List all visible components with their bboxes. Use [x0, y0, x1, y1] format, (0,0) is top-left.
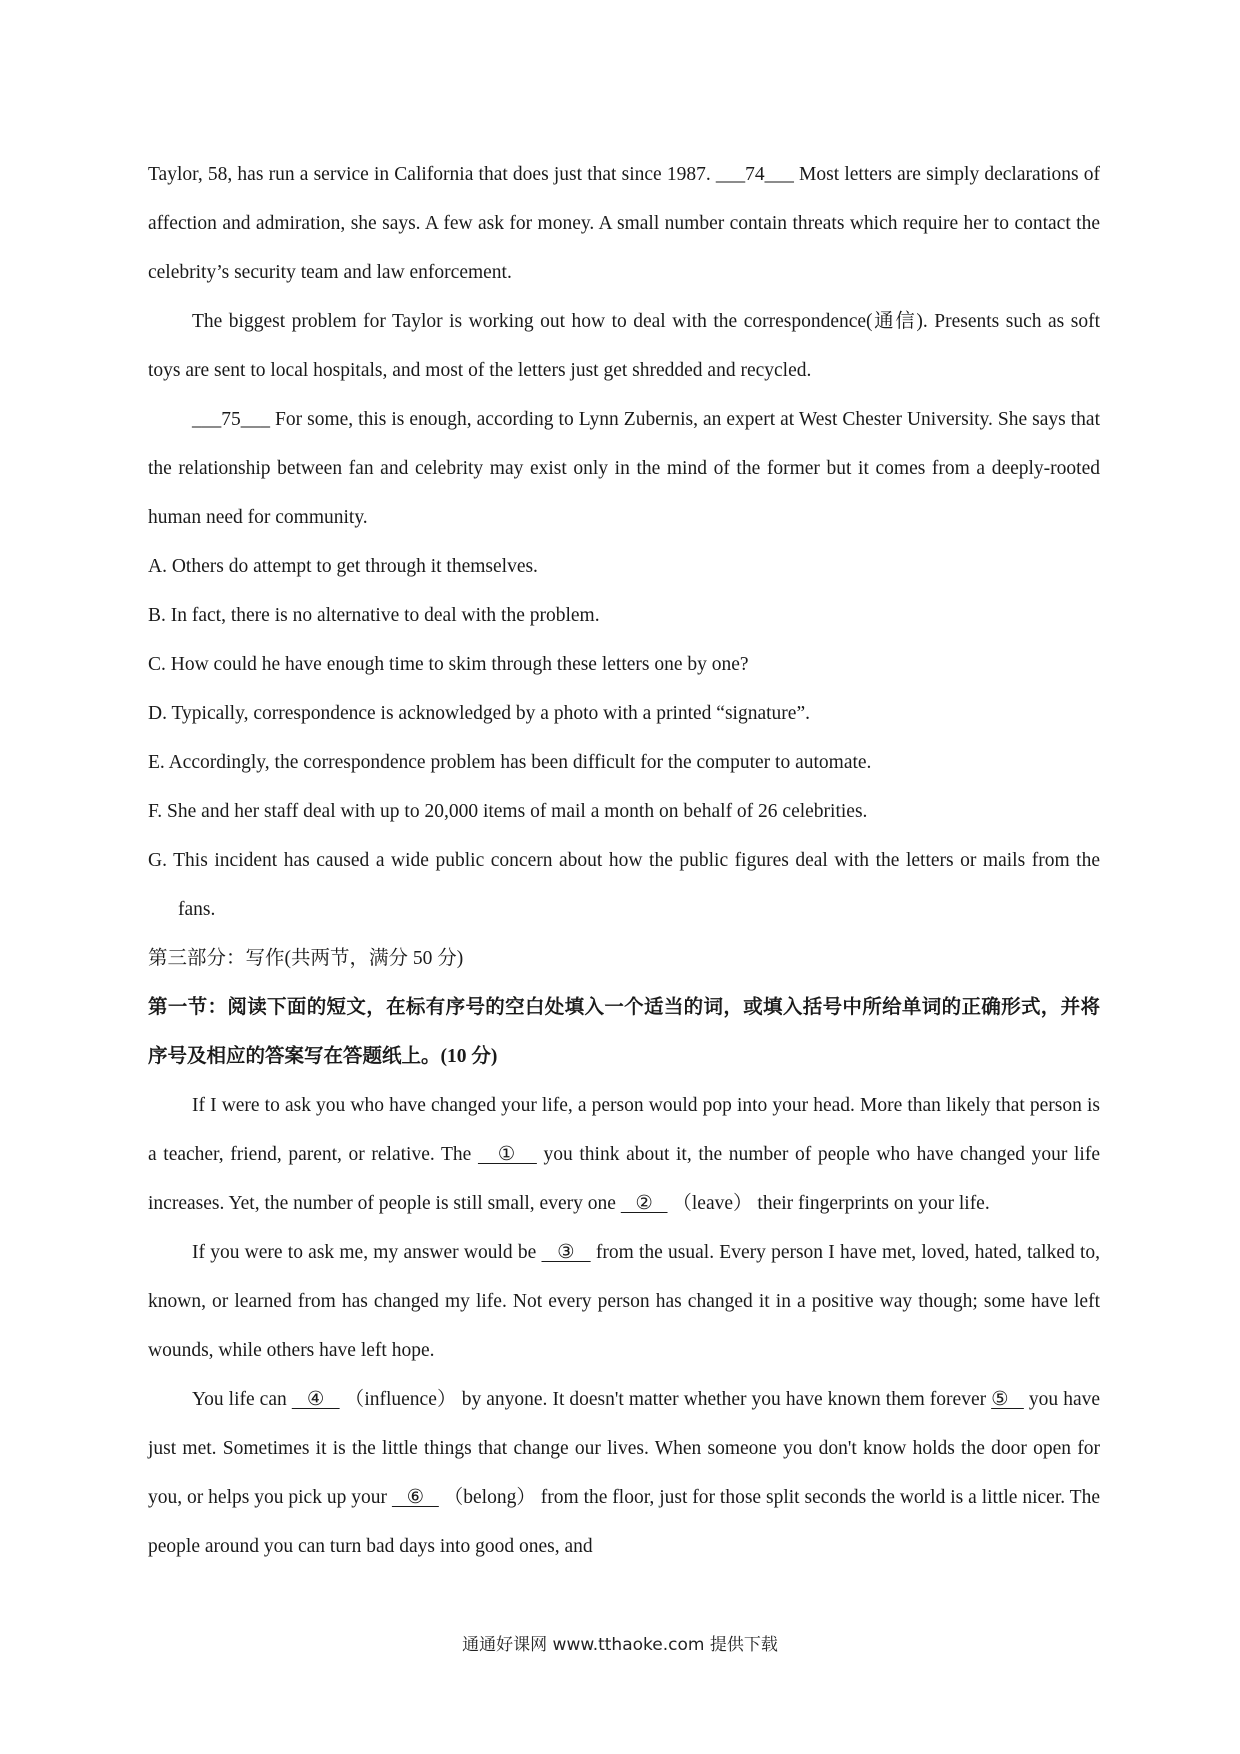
text-span: you have just met. Sometimes it is the little things that change our lives. When someone you don't know holds the door open for you, or helps you pick up your	[148, 1389, 1101, 1508]
text-span: （leave） their fingerprints on your life.	[667, 1193, 990, 1214]
blank-4[interactable]: ④	[291, 1389, 340, 1410]
part3-heading: 第三部分：写作(共两节，满分 50 分)	[148, 948, 464, 969]
option-c: C. How could he have enough time to skim through these letters one by one?	[148, 654, 749, 675]
text-span: If you were to ask me, my answer would be	[192, 1242, 542, 1263]
blank-6[interactable]: ⑥	[391, 1487, 439, 1508]
text-span: （belong） from the floor, just for those split seconds the world is a little nicer. The people around you can turn bad days into good ones, and	[148, 1487, 1100, 1557]
blank-5[interactable]: ⑤	[991, 1389, 1024, 1410]
blank-3[interactable]: ③	[541, 1242, 591, 1263]
option-f: F. She and her staff deal with up to 20,000 items of mail a month on behalf of 26 celebrities.	[148, 801, 868, 822]
text-span: from the usual. Every person I have met, loved, hated, talked to, known, or learned from has changed my life. Not every person has changed it in a positive way though; some have left wounds, while others have left hope.	[148, 1242, 1100, 1361]
cloze-paragraph-1	[148, 1081, 1100, 1228]
option-e: E. Accordingly, the correspondence problem has been difficult for the computer to automate.	[148, 752, 872, 773]
text-span: If I were to ask you who have changed your life, a person would pop into your head. More than likely that person is a teacher, friend, parent, or relative. The	[148, 1095, 1100, 1165]
text-span: Taylor, 58, has run a service in California that does just that since 1987.	[148, 164, 716, 185]
passage-paragraph-1	[148, 150, 1100, 297]
section1-instruction: 第一节：阅读下面的短文，在标有序号的空白处填入一个适当的词，或填入括号中所给单词的正确形式，并将序号及相应的答案写在答题纸上。(10 分)	[148, 997, 1100, 1067]
text-span: Most letters are simply declarations of affection and admiration, she says. A few ask for money. A small number contain threats which require her to contact the celebrity’s security team and law enforcement.	[148, 164, 1100, 283]
text-span: For some, this is enough, according to Lynn Zubernis, an expert at West Chester University. She says that the relationship between fan and celebrity may exist only in the mind of the former but it comes from a deeply-rooted human need for community.	[148, 409, 1100, 528]
option-g: G. This incident has caused a wide public concern about how the public figures deal with the letters or mails from the fans.	[148, 850, 1100, 920]
document-page	[148, 150, 1100, 1571]
blank-1[interactable]: ①	[477, 1144, 537, 1165]
cloze-paragraph-2	[148, 1228, 1100, 1375]
page-footer: 通通好课网 www.tthaoke.com 提供下载	[462, 1635, 778, 1655]
option-a: A. Others do attempt to get through it themselves.	[148, 556, 538, 577]
text-span: （influence） by anyone. It doesn't matter whether you have known them forever	[339, 1389, 992, 1410]
text-span: you think about it, the number of people who have changed your life increases. Yet, the number of people is still small, every one	[148, 1144, 1100, 1214]
blank-75[interactable]: ___75___	[192, 409, 270, 430]
cloze-paragraph-3	[148, 1375, 1100, 1571]
text-span: You life can	[192, 1389, 292, 1410]
blank-2[interactable]: ②	[620, 1193, 668, 1214]
passage-paragraph-3	[148, 395, 1100, 542]
passage-paragraph-2: The biggest problem for Taylor is working out how to deal with the correspondence(通信). Presents such as soft toys are sent to local hospitals, and most of the letters just get shredded and recycled.	[148, 311, 1100, 381]
option-d: D. Typically, correspondence is acknowledged by a photo with a printed “signature”.	[148, 703, 810, 724]
blank-74[interactable]: ___74___	[715, 164, 794, 185]
option-b: B. In fact, there is no alternative to deal with the problem.	[148, 605, 600, 626]
